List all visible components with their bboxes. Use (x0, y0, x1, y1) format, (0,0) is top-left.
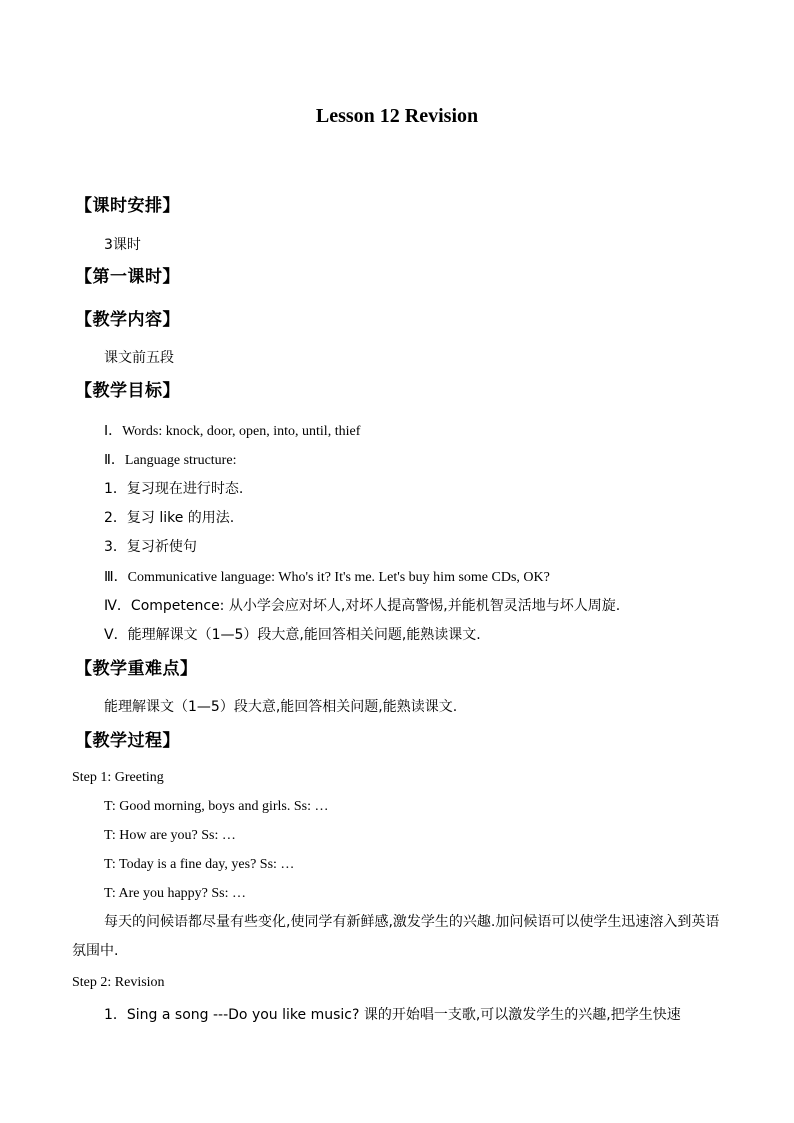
content-text: 课文前五段 (104, 350, 174, 366)
heading-schedule: 【课时安排】 (75, 196, 180, 216)
goal-structure-2: 2．复习 like 的用法. (104, 510, 235, 526)
step-2-title: Step 2: Revision (72, 975, 165, 990)
step-1-line-3: T: Today is a fine day, yes? Ss: … (104, 857, 295, 872)
goal-structure: Ⅱ．Language structure: (104, 453, 237, 468)
goal-competence: Ⅳ．Competence: 从小学会应对坏人,对坏人提高警惕,并能机智灵活地与坏人周旋. (104, 598, 621, 614)
step-1-line-2: T: How are you? Ss: … (104, 828, 236, 843)
goal-structure-1: 1．复习现在进行时态. (104, 481, 244, 497)
heading-content: 【教学内容】 (75, 310, 180, 330)
heading-goals: 【教学目标】 (75, 381, 180, 401)
goal-structure-3: 3．复习祈使句 (104, 539, 197, 555)
step-1-title: Step 1: Greeting (72, 770, 164, 785)
page-title: Lesson 12 Revision (315, 105, 479, 127)
step-1-paragraph: 每天的问候语都尽量有些变化,使同学有新鲜感,激发学生的兴趣.加问候语可以使学生迅速溶入到英语氛围中. (72, 914, 720, 959)
heading-key-points: 【教学重难点】 (75, 659, 198, 679)
goal-understanding: Ⅴ．能理解课文（1—5）段大意,能回答相关问题,能熟读课文. (104, 627, 481, 643)
step-1-line-1: T: Good morning, boys and girls. Ss: … (104, 799, 329, 814)
step-2-line-1: 1．Sing a song ---Do you like music? 课的开始唱一支歌,可以激发学生的兴趣,把学生快速 (104, 1007, 681, 1023)
heading-process: 【教学过程】 (75, 731, 180, 751)
key-points-text: 能理解课文（1—5）段大意,能回答相关问题,能熟读课文. (104, 699, 458, 715)
schedule-text: 3课时 (104, 237, 141, 253)
heading-first-lesson: 【第一课时】 (75, 267, 180, 287)
goal-communicative: Ⅲ．Communicative language: Who's it? It's me. Let's buy him some CDs, OK? (104, 570, 550, 585)
step-1-line-4: T: Are you happy? Ss: … (104, 886, 247, 901)
goal-words: Ⅰ．Words: knock, door, open, into, until, thief (104, 424, 361, 439)
